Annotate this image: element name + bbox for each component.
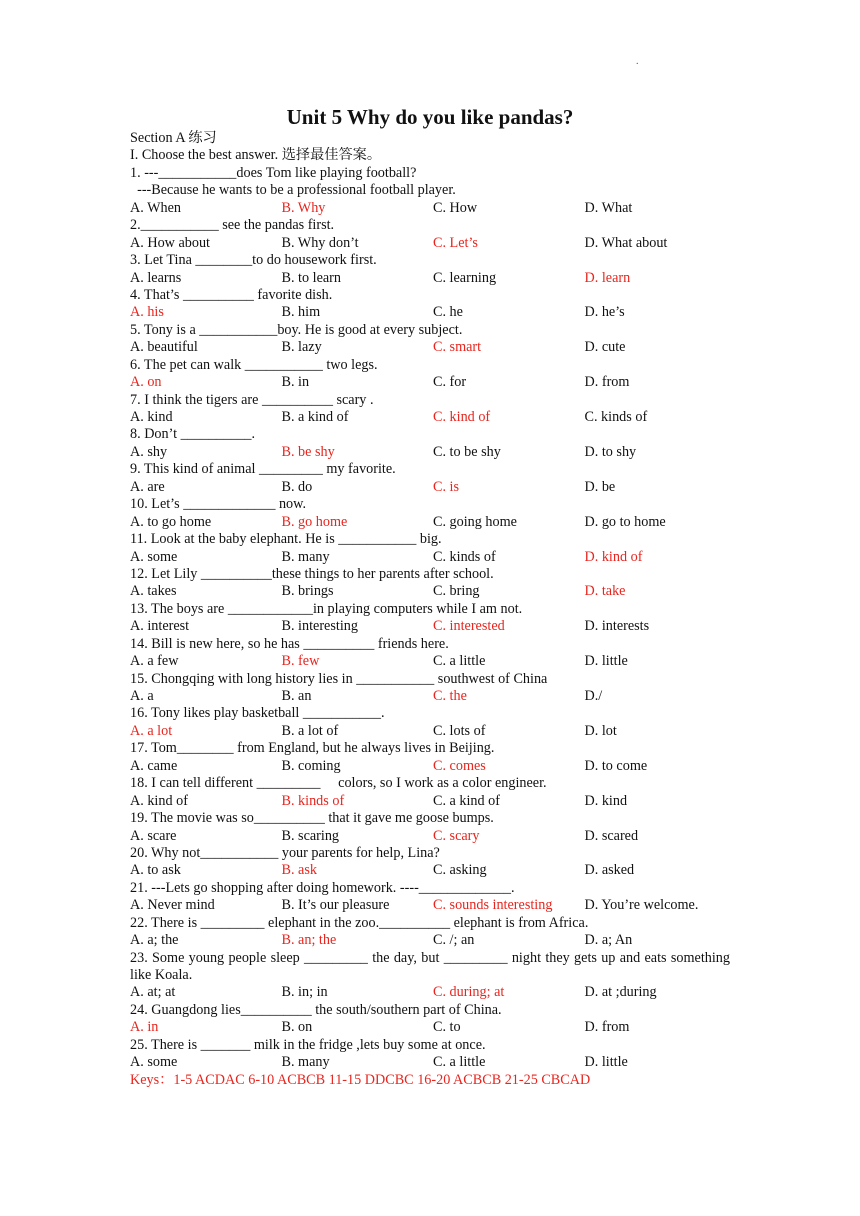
correct-option: B. an; the [281, 932, 337, 949]
option-row [130, 862, 730, 879]
question-item [130, 1002, 730, 1037]
correct-option: D. kind of [584, 548, 643, 565]
option-row [130, 1019, 730, 1036]
correct-option: A. his [130, 304, 164, 321]
option: D. a; An [584, 932, 633, 949]
question-item [130, 566, 730, 601]
option-row [130, 618, 730, 635]
option: B. It’s our pleasure [281, 897, 390, 914]
correct-option: B. ask [281, 862, 317, 879]
question-item [130, 636, 730, 671]
option: A. came [130, 757, 178, 774]
question-item [130, 880, 730, 915]
question-item [130, 496, 730, 531]
option: D. go to home [584, 513, 666, 530]
option: D. What [584, 199, 633, 216]
option: D. What about [584, 234, 668, 251]
option-row [130, 304, 730, 321]
option: A. to go home [130, 513, 212, 530]
option: B. in; in [281, 984, 328, 1001]
question-stem: 5. Tony is a ___________boy. He is good at every subject. [130, 321, 463, 338]
question-stem: 6. The pet can walk ___________ two legs. [130, 356, 378, 373]
option: C. for [433, 374, 467, 391]
option: B. a kind of [281, 409, 349, 425]
option: C. kinds of [584, 409, 648, 425]
correct-option: B. few [281, 653, 320, 670]
option: A. kind of [130, 792, 188, 809]
option: B. a lot of [281, 722, 339, 739]
option-row [130, 374, 730, 391]
option: B. an [281, 688, 312, 704]
correct-option: C. scary [433, 827, 480, 844]
option: B. do [281, 478, 313, 495]
option: A. a; the [130, 932, 179, 949]
option-row [130, 583, 730, 600]
option-row [130, 1054, 730, 1071]
option-row [130, 932, 730, 949]
option: C. to be shy [433, 443, 501, 460]
option: D. You’re welcome. [584, 897, 699, 914]
question-stem: 4. That’s __________ favorite dish. [130, 286, 333, 303]
option: A. a few [130, 653, 179, 670]
question-stem: 23. Some young people sleep _________ the day, but _________ night they gets up and eats something like Koala. [130, 949, 730, 984]
option: C. /; an [433, 932, 475, 949]
option: D./ [584, 688, 603, 704]
option-row [130, 409, 730, 426]
option-row [130, 758, 730, 775]
option-row [130, 339, 730, 356]
option: D. to shy [584, 443, 637, 460]
option: A. learns [130, 269, 182, 286]
option: C. asking [433, 862, 487, 879]
option: B. on [281, 1019, 313, 1036]
question-item [130, 775, 730, 810]
option: B. brings [281, 583, 334, 600]
option-row [130, 723, 730, 740]
option: A. some [130, 1054, 178, 1071]
correct-option: A. a lot [130, 722, 173, 739]
question-stem: 3. Let Tina ________to do housework first. [130, 252, 377, 269]
correct-option: C. during; at [433, 984, 505, 1001]
option: B. him [281, 304, 321, 321]
question-stem: 1. ---___________does Tom like playing football? [130, 164, 417, 181]
question-item [130, 165, 730, 217]
option-row [130, 270, 730, 287]
option: C. lots of [433, 722, 486, 739]
option: C. a little [433, 1054, 486, 1071]
option: B. Why don’t [281, 234, 359, 251]
option: B. many [281, 1054, 330, 1071]
option: A. How about [130, 234, 210, 251]
correct-option: D. take [584, 583, 626, 600]
section-label: Section A 练习 [130, 130, 217, 146]
question-stem: 20. Why not___________ your parents for help, Lina? [130, 844, 440, 861]
correct-option: C. is [433, 478, 460, 495]
question-item [130, 252, 730, 287]
question-item [130, 357, 730, 392]
correct-option: C. Let’s [433, 234, 478, 251]
option: A. at; at [130, 984, 176, 1001]
question-item [130, 322, 730, 357]
correct-option: C. smart [433, 339, 482, 356]
option: D. to come [584, 757, 648, 774]
option: A. interest [130, 618, 190, 635]
question-stem: 11. Look at the baby elephant. He is ___________ big. [130, 531, 442, 548]
option-row [130, 200, 730, 217]
question-item [130, 426, 730, 461]
correct-option: C. kind of [433, 409, 491, 425]
correct-option: B. go home [281, 513, 348, 530]
option: D. at ;during [584, 984, 657, 1001]
option-row [130, 444, 730, 461]
option: A. takes [130, 583, 177, 600]
option-row [130, 793, 730, 810]
question-item [130, 531, 730, 566]
question-stem: 24. Guangdong lies__________ the south/southern part of China. [130, 1001, 502, 1018]
option: D. from [584, 1019, 630, 1036]
correct-option: D. learn [584, 269, 631, 286]
correct-option: B. kinds of [281, 792, 345, 809]
question-stem: 22. There is _________ elephant in the zoo.__________ elephant is from Africa. [130, 914, 589, 931]
option: D. scared [584, 827, 639, 844]
question-stem: 13. The boys are ____________in playing computers while I am not. [130, 600, 523, 617]
question-list [130, 165, 730, 1072]
option: C. a kind of [433, 792, 500, 809]
option: B. in [281, 374, 310, 391]
question-item [130, 740, 730, 775]
correct-option: B. be shy [281, 443, 335, 460]
option: A. scare [130, 827, 177, 844]
option: D. cute [584, 339, 626, 356]
question-stem: 15. Chongqing with long history lies in ___________ southwest of China [130, 670, 548, 687]
correct-option: B. Why [281, 199, 326, 216]
question-stem: 17. Tom________ from England, but he always lives in Beijing. [130, 740, 495, 757]
option: C. bring [433, 583, 480, 600]
question-item [130, 601, 730, 636]
option: A. to ask [130, 862, 181, 879]
question-stem: ---Because he wants to be a professional football player. [130, 182, 456, 199]
question-stem: 7. I think the tigers are __________ scary . [130, 391, 374, 408]
header-mark: . [636, 56, 639, 67]
option: D. lot [584, 722, 617, 739]
question-stem: 19. The movie was so__________ that it gave me goose bumps. [130, 810, 494, 827]
question-stem: 10. Let’s _____________ now. [130, 496, 307, 513]
question-item [130, 1037, 730, 1072]
correct-option: A. in [130, 1019, 159, 1036]
option: C. How [433, 199, 478, 216]
question-stem: 21. ---Lets go shopping after doing homework. ----_____________. [130, 879, 515, 896]
worksheet-content [130, 130, 730, 1089]
question-stem: 18. I can tell different _________ colors, so I work as a color engineer. [130, 775, 547, 792]
option: D. little [584, 653, 628, 670]
question-stem: 8. Don’t __________. [130, 426, 256, 443]
option: B. scaring [281, 827, 340, 844]
correct-option: A. on [130, 374, 162, 391]
option-row [130, 688, 730, 705]
correct-option: C. interested [433, 618, 505, 635]
question-stem: 2.___________ see the pandas first. [130, 217, 335, 234]
question-item [130, 461, 730, 496]
question-item [130, 217, 730, 252]
option: A. kind [130, 409, 173, 425]
question-stem: 14. Bill is new here, so he has __________ friends here. [130, 635, 449, 652]
option: A. When [130, 199, 181, 216]
question-item [130, 950, 730, 1002]
question-stem: 25. There is _______ milk in the fridge ,lets buy some at once. [130, 1036, 486, 1053]
question-item [130, 845, 730, 880]
question-item [130, 287, 730, 322]
option-row [130, 653, 730, 670]
option: C. to [433, 1019, 461, 1036]
option: A. shy [130, 443, 168, 460]
option: D. kind [584, 792, 628, 809]
option: A. Never mind [130, 897, 215, 914]
option: D. he’s [584, 304, 625, 321]
option: D. little [584, 1054, 628, 1071]
option: A. are [130, 478, 165, 495]
option-row [130, 514, 730, 531]
page-title: Unit 5 Why do you like pandas? [286, 105, 574, 129]
option: B. to learn [281, 269, 341, 286]
option: C. he [433, 304, 463, 321]
answer-keys: Keys：1-5 ACDAC 6-10 ACBCB 11-15 DDCBC 16-20 ACBCB 21-25 CBCAD [130, 1071, 591, 1088]
option: A. a [130, 688, 154, 704]
option: C. kinds of [433, 548, 496, 565]
question-item [130, 671, 730, 706]
question-stem: 12. Let Lily __________these things to her parents after school. [130, 565, 494, 582]
instruction: I. Choose the best answer. 选择最佳答案。 [130, 147, 382, 164]
option: A. beautiful [130, 339, 198, 356]
option-row [130, 897, 730, 914]
option: B. many [281, 548, 330, 565]
option-row [130, 549, 730, 566]
question-stem: 9. This kind of animal _________ my favorite. [130, 461, 396, 478]
question-item [130, 392, 730, 427]
option-row [130, 984, 730, 1001]
option: D. interests [584, 618, 650, 635]
option: B. interesting [281, 618, 358, 635]
option: C. a little [433, 653, 486, 670]
question-stem: 16. Tony likes play basketball ___________. [130, 705, 385, 722]
option: C. learning [433, 269, 497, 286]
question-item [130, 810, 730, 845]
correct-option: C. the [433, 688, 467, 704]
option-row [130, 235, 730, 252]
option: D. asked [584, 862, 635, 879]
option-row [130, 479, 730, 496]
correct-option: C. comes [433, 757, 486, 774]
question-item [130, 915, 730, 950]
option: C. going home [433, 513, 517, 530]
option-row [130, 828, 730, 845]
option: D. be [584, 478, 616, 495]
question-item [130, 705, 730, 740]
option: B. coming [281, 757, 341, 774]
correct-option: C. sounds interesting [433, 897, 553, 914]
option: D. from [584, 374, 630, 391]
option: A. some [130, 548, 178, 565]
option: B. lazy [281, 339, 322, 356]
